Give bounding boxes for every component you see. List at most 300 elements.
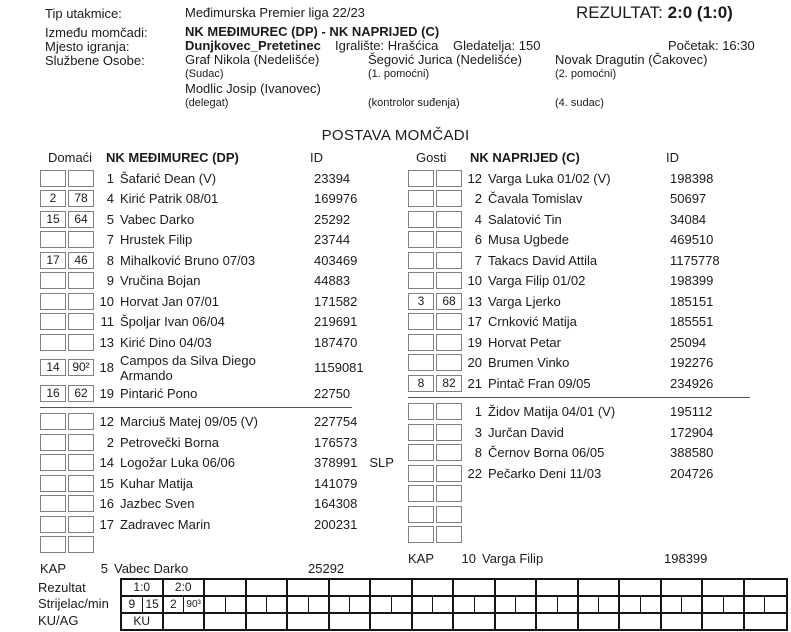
player-id: 1175778 bbox=[670, 252, 720, 268]
player-row bbox=[40, 230, 392, 251]
substitute-row bbox=[40, 514, 392, 535]
player-row bbox=[40, 189, 392, 210]
sub-number-box: 16 bbox=[40, 385, 66, 402]
player-name: Mihalković Bruno 07/03 bbox=[120, 252, 256, 268]
player-number: 17 bbox=[467, 314, 482, 330]
result-value: 2:0 (1:0) bbox=[667, 3, 733, 22]
sub-number-box bbox=[408, 190, 434, 207]
scorer-minute-cell bbox=[226, 597, 247, 612]
kickoff-value: Početak: 16:30 bbox=[668, 38, 755, 53]
scorer-minute-cell: 15 bbox=[143, 597, 164, 612]
substitute-row bbox=[408, 463, 760, 484]
sub-number-box: 2 bbox=[40, 190, 66, 207]
player-number: 1 bbox=[106, 170, 114, 186]
player-number: 7 bbox=[474, 252, 482, 268]
player-number: 8 bbox=[106, 252, 114, 268]
away-lineup-column bbox=[408, 148, 760, 569]
sub-number-box bbox=[408, 444, 434, 461]
sub-number-box: 3 bbox=[408, 293, 434, 310]
player-row bbox=[408, 250, 760, 271]
scorer-minute-cell bbox=[330, 597, 351, 612]
sub-minute-box: 78 bbox=[68, 190, 94, 207]
scorer-minute-cell bbox=[765, 597, 786, 612]
sub-number-box bbox=[408, 403, 434, 420]
player-row bbox=[40, 332, 392, 353]
player-name: Hrustek Filip bbox=[120, 232, 193, 248]
player-id: 22750 bbox=[314, 385, 351, 401]
cards-cell bbox=[620, 614, 662, 629]
official-delegate-role: (delegat) bbox=[185, 97, 229, 109]
player-id: 23744 bbox=[314, 232, 351, 248]
player-name: Pintač Fran 09/05 bbox=[488, 375, 591, 391]
result-cell bbox=[662, 580, 704, 595]
player-number: 13 bbox=[99, 334, 114, 350]
player-name: Petrovečki Borna bbox=[120, 434, 219, 450]
cards-cell bbox=[247, 614, 289, 629]
player-number: 17 bbox=[99, 516, 114, 532]
player-number: 2 bbox=[474, 191, 482, 207]
sub-minute-box bbox=[436, 465, 462, 482]
player-name: Varga Filip 01/02 bbox=[488, 273, 586, 289]
cards-row-label: KU/AG bbox=[38, 613, 79, 628]
official-assistant2-role: (2. pomoćni) bbox=[555, 68, 617, 80]
score-summary-area bbox=[38, 577, 791, 632]
player-name: Varga Luka 01/02 (V) bbox=[488, 170, 611, 186]
official-controller-role: (kontrolor suđenja) bbox=[368, 97, 460, 109]
player-number: 19 bbox=[99, 385, 114, 401]
player-id: 172904 bbox=[670, 424, 714, 440]
sub-minute-box bbox=[68, 293, 94, 310]
player-note: SLP bbox=[369, 455, 394, 471]
substitute-row bbox=[408, 402, 760, 423]
result-cell: 1:0 bbox=[122, 580, 164, 595]
player-name: Horvat Petar bbox=[488, 334, 561, 350]
sub-number-box bbox=[408, 313, 434, 330]
cards-cell bbox=[745, 614, 787, 629]
home-lineup-column bbox=[40, 148, 392, 579]
sub-minute-box bbox=[436, 354, 462, 371]
substitute-row bbox=[40, 453, 392, 474]
player-name: Čavala Tomislav bbox=[488, 191, 583, 207]
result-cell bbox=[205, 580, 247, 595]
substitute-row bbox=[408, 525, 760, 546]
starters-subs-divider bbox=[40, 407, 352, 408]
result-cell bbox=[537, 580, 579, 595]
cards-cell bbox=[371, 614, 413, 629]
result-cell bbox=[454, 580, 496, 595]
player-id: 234926 bbox=[670, 375, 714, 391]
scorer-minute-cell bbox=[496, 597, 517, 612]
player-name: Crnković Matija bbox=[488, 314, 577, 330]
scorer-minute-cell: 90³ bbox=[184, 597, 205, 612]
cards-cell bbox=[703, 614, 745, 629]
scorer-minute-cell bbox=[724, 597, 745, 612]
substitute-row bbox=[40, 473, 392, 494]
scorer-minute-cell bbox=[475, 597, 496, 612]
away-side-label: Gosti bbox=[416, 150, 447, 165]
player-row bbox=[408, 230, 760, 251]
player-id: 200231 bbox=[314, 516, 358, 532]
sub-minute-box bbox=[68, 536, 94, 553]
sub-minute-box bbox=[436, 506, 462, 523]
scorer-minute-cell bbox=[745, 597, 766, 612]
player-name: Logožar Luka 06/06 bbox=[120, 455, 235, 471]
player-name: Varga Ljerko bbox=[488, 293, 561, 309]
captain-name: Varga Filip bbox=[482, 550, 544, 566]
venue-label: Mjesto igranja: bbox=[45, 39, 130, 54]
official-assistant2: Novak Dragutin (Čakovec) bbox=[555, 52, 708, 67]
player-number: 21 bbox=[467, 375, 482, 391]
scorer-minute-cell bbox=[309, 597, 330, 612]
sub-minute-box bbox=[436, 403, 462, 420]
scorer-minute-cell bbox=[205, 597, 226, 612]
player-id: 204726 bbox=[670, 465, 714, 481]
sub-minute-box bbox=[436, 526, 462, 543]
sub-number-box: 8 bbox=[408, 375, 434, 392]
sub-number-box bbox=[40, 313, 66, 330]
player-row bbox=[408, 312, 760, 333]
player-row bbox=[40, 383, 392, 404]
sub-number-box bbox=[408, 485, 434, 502]
venue-value: Dunjkovec_Pretetinec bbox=[185, 38, 321, 53]
sub-minute-box bbox=[436, 313, 462, 330]
sub-number-box bbox=[408, 170, 434, 187]
away-captain-row bbox=[408, 548, 760, 569]
away-column-header bbox=[408, 148, 760, 168]
player-id: 378991 bbox=[314, 455, 358, 471]
player-id: 388580 bbox=[670, 445, 714, 461]
sub-number-box bbox=[408, 231, 434, 248]
home-team-name: NK MEĐIMUREC (DP) bbox=[106, 150, 239, 165]
scorer-minute-cell bbox=[413, 597, 434, 612]
result-cell: 2:0 bbox=[164, 580, 206, 595]
sub-number-box bbox=[408, 334, 434, 351]
player-number: 13 bbox=[467, 293, 482, 309]
player-id: 25094 bbox=[670, 334, 707, 350]
ground-value: Igralište: Hrašćica bbox=[335, 38, 439, 53]
home-side-label: Domaći bbox=[48, 150, 93, 165]
scorer-minute-cell bbox=[267, 597, 288, 612]
player-row bbox=[40, 209, 392, 230]
scorer-minute-cell bbox=[392, 597, 413, 612]
scorer-minute-cell bbox=[682, 597, 703, 612]
player-number: 3 bbox=[474, 424, 482, 440]
scorer-minute-cell bbox=[558, 597, 579, 612]
player-number: 20 bbox=[467, 355, 482, 371]
scorer-minute-cell bbox=[641, 597, 662, 612]
sub-number-box bbox=[40, 516, 66, 533]
scorer-minute-cell bbox=[516, 597, 537, 612]
scorer-minute-cell bbox=[433, 597, 454, 612]
player-id: 169976 bbox=[314, 191, 358, 207]
substitute-row bbox=[40, 535, 392, 556]
cards-cell bbox=[288, 614, 330, 629]
sub-number-box bbox=[408, 211, 434, 228]
starters-subs-divider bbox=[408, 397, 750, 398]
player-row bbox=[40, 291, 392, 312]
match-type-label: Tip utakmice: bbox=[45, 6, 122, 21]
player-number: 1 bbox=[474, 404, 482, 420]
cards-cell bbox=[330, 614, 372, 629]
captain-id: 198399 bbox=[664, 550, 708, 566]
substitute-row bbox=[408, 504, 760, 525]
sub-minute-box bbox=[436, 272, 462, 289]
sub-number-box bbox=[40, 231, 66, 248]
player-name: Campos da Silva Diego Armando bbox=[120, 352, 256, 383]
player-name: Marciuš Matej 09/05 (V) bbox=[120, 414, 258, 430]
sub-minute-box bbox=[68, 413, 94, 430]
player-number: 5 bbox=[106, 211, 114, 227]
cards-cell bbox=[413, 614, 455, 629]
home-subs-list bbox=[40, 412, 392, 556]
substitute-row bbox=[40, 412, 392, 433]
result-cell bbox=[745, 580, 787, 595]
captain-name: Vabec Darko bbox=[114, 560, 189, 576]
player-id: 1159081 bbox=[314, 360, 364, 376]
sub-minute-box: 46 bbox=[68, 252, 94, 269]
sub-minute-box: 82 bbox=[436, 375, 462, 392]
scorer-minute-cell bbox=[288, 597, 309, 612]
sub-number-box bbox=[40, 475, 66, 492]
player-id: 195112 bbox=[670, 404, 713, 420]
cards-cell bbox=[537, 614, 579, 629]
lineups-title: POSTAVA MOMČADI bbox=[321, 127, 470, 144]
player-name: Zadravec Marin bbox=[120, 516, 211, 532]
sub-number-box bbox=[40, 334, 66, 351]
result-cell bbox=[620, 580, 662, 595]
player-id: 227754 bbox=[314, 414, 358, 430]
sub-minute-box bbox=[436, 334, 462, 351]
cards-cell bbox=[496, 614, 538, 629]
sub-number-box: 17 bbox=[40, 252, 66, 269]
player-row bbox=[40, 271, 392, 292]
player-name: Musa Ugbede bbox=[488, 232, 569, 248]
sub-minute-box bbox=[68, 334, 94, 351]
substitute-row bbox=[40, 494, 392, 515]
player-id: 198399 bbox=[670, 273, 714, 289]
cards-cell bbox=[454, 614, 496, 629]
player-id: 141079 bbox=[314, 475, 358, 491]
kap-label: KAP bbox=[40, 560, 67, 576]
player-row bbox=[408, 271, 760, 292]
official-fourth-role: (4. sudac) bbox=[555, 97, 604, 109]
scorer-minute-cell bbox=[537, 597, 558, 612]
player-name: Kirić Patrik 08/01 bbox=[120, 191, 219, 207]
sub-minute-box bbox=[68, 170, 94, 187]
scorer-row-label: Strijelac/min bbox=[38, 596, 109, 611]
scorer-minute-cell: 2 bbox=[164, 597, 185, 612]
result-cell bbox=[413, 580, 455, 595]
player-number: 9 bbox=[106, 273, 114, 289]
player-name: Takacs David Attila bbox=[488, 252, 598, 268]
cards-cell bbox=[662, 614, 704, 629]
kap-label: KAP bbox=[408, 550, 435, 566]
sub-minute-box bbox=[436, 424, 462, 441]
player-number: 2 bbox=[106, 434, 114, 450]
player-number: 8 bbox=[474, 445, 482, 461]
player-number: 22 bbox=[467, 465, 482, 481]
sub-number-box bbox=[40, 454, 66, 471]
sub-number-box bbox=[40, 495, 66, 512]
captain-number: 10 bbox=[461, 550, 476, 566]
player-row bbox=[40, 168, 392, 189]
player-name: Špoljar Ivan 06/04 bbox=[120, 314, 225, 330]
substitute-row bbox=[40, 432, 392, 453]
score-grid bbox=[120, 578, 788, 631]
sub-minute-box bbox=[68, 434, 94, 451]
sub-minute-box bbox=[68, 475, 94, 492]
sub-minute-box bbox=[436, 190, 462, 207]
player-row bbox=[40, 353, 392, 384]
player-name: Horvat Jan 07/01 bbox=[120, 293, 220, 309]
official-assistant1: Šegović Jurica (Nedelišće) bbox=[368, 52, 522, 67]
substitute-row bbox=[408, 422, 760, 443]
cards-cells-row bbox=[122, 614, 786, 629]
captain-id: 25292 bbox=[308, 560, 345, 576]
player-row bbox=[40, 250, 392, 271]
substitute-row bbox=[408, 484, 760, 505]
result-cells-row bbox=[122, 580, 786, 597]
away-subs-list bbox=[408, 402, 760, 546]
player-name: Salatović Tin bbox=[488, 211, 562, 227]
sub-number-box bbox=[408, 272, 434, 289]
cards-cell bbox=[205, 614, 247, 629]
player-number: 12 bbox=[99, 414, 114, 430]
player-name: Jurčan David bbox=[488, 424, 564, 440]
official-delegate: Modlic Josip (Ivanovec) bbox=[185, 81, 321, 96]
sub-minute-box: 68 bbox=[436, 293, 462, 310]
captain-number: 5 bbox=[100, 560, 108, 576]
player-row bbox=[408, 189, 760, 210]
scorer-cells-row bbox=[122, 597, 786, 614]
sub-number-box bbox=[40, 272, 66, 289]
sub-minute-box bbox=[68, 313, 94, 330]
cards-cell: KU bbox=[122, 614, 164, 629]
sub-minute-box bbox=[436, 211, 462, 228]
result-row-label: Rezultat bbox=[38, 580, 86, 595]
player-row bbox=[408, 373, 760, 394]
sub-minute-box bbox=[436, 231, 462, 248]
player-name: Židov Matija 04/01 (V) bbox=[488, 404, 616, 420]
player-name: Šafarić Dean (V) bbox=[120, 170, 217, 186]
sub-number-box bbox=[408, 526, 434, 543]
player-name: Vručina Bojan bbox=[120, 273, 201, 289]
player-id: 469510 bbox=[670, 232, 714, 248]
player-number: 6 bbox=[474, 232, 482, 248]
result-cell bbox=[288, 580, 330, 595]
player-row bbox=[40, 312, 392, 333]
player-number: 14 bbox=[99, 455, 114, 471]
scorer-minute-cell bbox=[371, 597, 392, 612]
sub-number-box bbox=[40, 293, 66, 310]
sub-number-box bbox=[408, 424, 434, 441]
away-team-name: NK NAPRIJED (C) bbox=[470, 150, 580, 165]
player-id: 185551 bbox=[670, 314, 714, 330]
substitute-row bbox=[408, 443, 760, 464]
sub-minute-box bbox=[436, 170, 462, 187]
player-number: 4 bbox=[474, 211, 482, 227]
scorer-minute-cell bbox=[599, 597, 620, 612]
result-label: REZULTAT: bbox=[576, 3, 663, 22]
result-cell bbox=[330, 580, 372, 595]
sub-number-box bbox=[408, 354, 434, 371]
player-row bbox=[408, 353, 760, 374]
player-number: 18 bbox=[99, 360, 114, 376]
player-number: 10 bbox=[467, 273, 482, 289]
sub-minute-box: 64 bbox=[68, 211, 94, 228]
home-column-header bbox=[40, 148, 392, 168]
sub-number-box: 14 bbox=[40, 359, 66, 376]
player-id: 176573 bbox=[314, 434, 358, 450]
away-starters-list bbox=[408, 168, 760, 394]
player-number: 16 bbox=[99, 496, 114, 512]
player-id: 185151 bbox=[670, 293, 714, 309]
officials-label: Službene Osobe: bbox=[45, 53, 145, 68]
player-id: 23394 bbox=[314, 170, 351, 186]
player-id: 187470 bbox=[314, 334, 358, 350]
result-cell bbox=[247, 580, 289, 595]
sub-minute-box: 62 bbox=[68, 385, 94, 402]
player-id: 34084 bbox=[670, 211, 707, 227]
player-id: 219691 bbox=[314, 314, 358, 330]
sub-number-box bbox=[40, 434, 66, 451]
official-referee-role: (Sudac) bbox=[185, 68, 224, 80]
result-cell bbox=[703, 580, 745, 595]
player-row bbox=[408, 209, 760, 230]
player-number: 11 bbox=[100, 314, 114, 330]
sub-minute-box bbox=[68, 516, 94, 533]
sub-number-box bbox=[40, 536, 66, 553]
sub-number-box bbox=[408, 465, 434, 482]
player-number: 7 bbox=[106, 232, 114, 248]
result-cell bbox=[496, 580, 538, 595]
scorer-minute-cell bbox=[703, 597, 724, 612]
sub-minute-box bbox=[68, 231, 94, 248]
player-name: Brumen Vinko bbox=[488, 355, 570, 371]
scorer-minute-cell bbox=[454, 597, 475, 612]
cards-cell bbox=[164, 614, 206, 629]
player-number: 15 bbox=[99, 475, 114, 491]
player-name: Kirić Dino 04/03 bbox=[120, 334, 212, 350]
attendance-value: Gledatelja: 150 bbox=[453, 38, 541, 53]
between-teams-label: Između momčadi: bbox=[45, 25, 148, 40]
player-number: 19 bbox=[467, 334, 482, 350]
player-name: Pintarić Pono bbox=[120, 385, 198, 401]
sub-minute-box bbox=[68, 454, 94, 471]
teams-line: NK MEĐIMUREC (DP) - NK NAPRIJED (C) bbox=[185, 24, 440, 39]
sub-minute-box bbox=[68, 272, 94, 289]
sub-number-box: 15 bbox=[40, 211, 66, 228]
player-row bbox=[408, 168, 760, 189]
result-line bbox=[576, 3, 733, 23]
sub-minute-box bbox=[436, 252, 462, 269]
scorer-minute-cell bbox=[350, 597, 371, 612]
player-id: 44883 bbox=[314, 273, 351, 289]
home-captain-row bbox=[40, 558, 392, 579]
official-referee: Graf Nikola (Nedelišće) bbox=[185, 52, 320, 67]
player-id: 50697 bbox=[670, 191, 707, 207]
away-id-header: ID bbox=[666, 150, 679, 165]
player-id: 403469 bbox=[314, 252, 358, 268]
sub-minute-box bbox=[436, 444, 462, 461]
player-name: Černov Borna 06/05 bbox=[488, 445, 605, 461]
sub-number-box bbox=[408, 506, 434, 523]
result-cell bbox=[579, 580, 621, 595]
sub-minute-box bbox=[436, 485, 462, 502]
scorer-minute-cell bbox=[247, 597, 268, 612]
player-number: 12 bbox=[467, 170, 482, 186]
result-cell bbox=[371, 580, 413, 595]
